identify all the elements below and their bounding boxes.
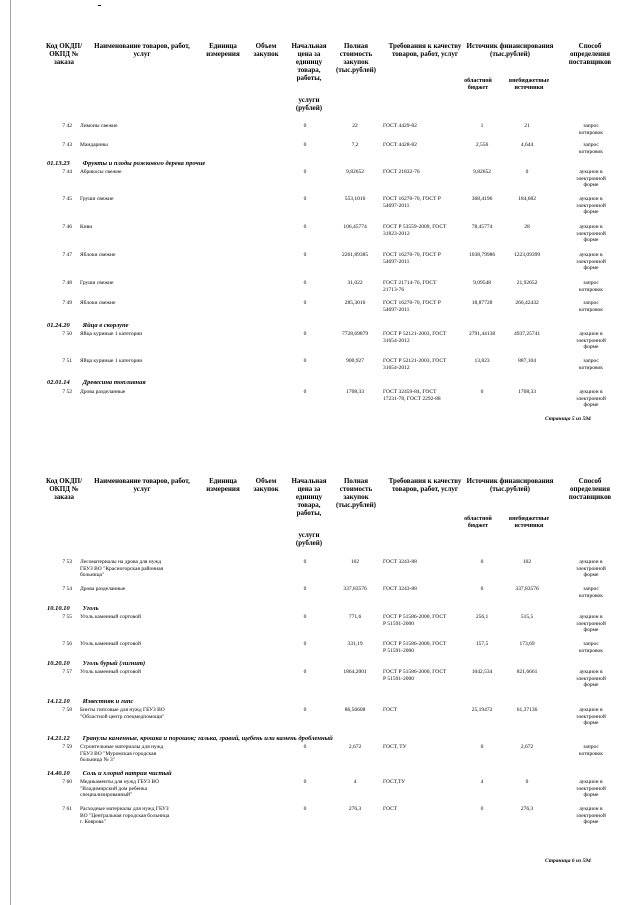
header-name: Наименование товаров, работ, услуг (94, 42, 190, 58)
row-code: 7 59 (62, 744, 72, 750)
row-code: 7 52 (62, 389, 72, 395)
group-code: 14.21.12 (47, 735, 70, 742)
group-title: Гранулы каменные, крошка и порошок; галька, гравий, щебень или камень дробленный (82, 735, 333, 742)
row-code: 7 55 (62, 614, 72, 620)
row-price: 0 (303, 300, 307, 306)
row-code: 7 61 (62, 806, 72, 812)
row-method: запрос котировок (579, 142, 603, 155)
row-regional: 0 (480, 806, 484, 812)
row-code: 7 50 (62, 331, 72, 337)
scan-edge-line (10, 0, 11, 905)
group-title: Соль и хлорид натрия чистый (82, 770, 172, 777)
row-requirements: ГОСТ 16270-70, ГОСТ Р 54697-2011 (383, 196, 441, 209)
row-total: 285,3016 (344, 300, 366, 306)
row-name: Яблоки свежие (80, 252, 116, 258)
row-method: аукцион в электронной форме (576, 779, 606, 798)
group-title: Древесина топливная (82, 379, 146, 386)
row-requirements: ГОСТ (383, 806, 398, 812)
row-total: 2261,89385 (341, 252, 369, 258)
header-requirements: Требования к качеству товаров, работ, услуг (388, 477, 462, 493)
row-extrabudget: 184,682 (518, 196, 536, 202)
row-price: 0 (303, 389, 307, 395)
row-price: 0 (303, 280, 307, 286)
group-title: Уголь бурый (лигнит) (82, 660, 146, 667)
row-regional: 9,82652 (473, 169, 491, 175)
row-extrabudget: 28 (524, 224, 530, 230)
document-page-6 (0, 452, 640, 905)
row-code: 7 49 (62, 300, 72, 306)
row-name: Дрова разделанные (80, 586, 126, 592)
row-requirements: ГОСТ,ТУ (383, 779, 406, 785)
row-name: Яйца куриные 1 категории (80, 331, 143, 337)
row-total: 22 (352, 123, 358, 129)
row-extrabudget: 61,37136 (516, 707, 538, 713)
row-price: 0 (303, 806, 307, 812)
row-requirements: ГОСТ Р 51586-2000, ГОСТ Р 51591-2000 (383, 669, 447, 682)
row-extrabudget: 173,69 (519, 641, 535, 647)
group-code: 01.13.23 (47, 160, 70, 167)
row-total: 1864,2001 (343, 669, 367, 675)
header-volume: Объем закупок (253, 477, 279, 493)
header-unit: Единица измерения (206, 477, 240, 493)
row-code: 7 60 (62, 779, 72, 785)
row-price: 0 (303, 559, 307, 565)
row-extrabudget: 102 (522, 559, 532, 565)
header-total: Полная стоимость закупок (тыс.рублей) (335, 42, 377, 74)
row-method: запрос котировок (579, 123, 603, 136)
header-source: Источник финансирования (тыс.рублей) (466, 42, 554, 58)
row-regional: 0 (480, 744, 484, 750)
row-requirements: ГОСТ 16270-70, ГОСТ Р 54697-2011 (383, 252, 441, 265)
row-method: аукцион в электронной форме (576, 806, 606, 825)
row-regional: 157,5 (475, 641, 489, 647)
row-extrabudget: 821,6661 (516, 669, 538, 675)
row-extrabudget: 0 (525, 779, 529, 785)
row-requirements: ГОСТ 21832-76 (383, 169, 420, 175)
row-total: 2,672 (348, 744, 362, 750)
group-heading (47, 735, 333, 742)
row-method: аукцион в электронной форме (576, 707, 606, 726)
row-code: 7 56 (62, 641, 72, 647)
row-name: Бинты гипсовые для нужд ГБУЗ ВО "Областной центр спецмедпомощи" (80, 707, 165, 720)
row-price: 0 (303, 744, 307, 750)
row-name: Дрова разделанные (80, 389, 126, 395)
row-name: Яйца куриные 1 категории (80, 358, 143, 364)
row-code: 7 53 (62, 559, 72, 565)
row-price: 0 (303, 358, 307, 364)
row-method: аукцион в электронной форме (576, 224, 606, 243)
page-number: Страница 6 из 594 (545, 858, 591, 864)
row-regional: 9,09548 (473, 280, 491, 286)
row-extrabudget: 276,3 (520, 806, 534, 812)
row-price: 0 (303, 224, 307, 230)
row-name: Медикаменты для нужд ГБУЗ ВО "Владимирский дом ребенка специализированный" (80, 779, 160, 798)
row-name: Киви (80, 224, 93, 230)
row-regional: 4 (480, 779, 484, 785)
header-price-services: услуги (рублей) (295, 96, 323, 112)
row-price: 0 (303, 614, 307, 620)
row-extrabudget: 21,92652 (516, 280, 538, 286)
row-total: 4 (353, 779, 357, 785)
row-extrabudget: 21 (524, 123, 530, 129)
row-name: Лесоматериалы на дрова для нужд ГБУЗ ВО "Красногорская районная больница" (80, 559, 164, 578)
row-method: аукцион в электронной форме (576, 559, 606, 578)
header-volume: Объем закупок (253, 42, 279, 58)
row-method: запрос котировок (579, 300, 603, 313)
row-extrabudget: 4,644 (520, 142, 534, 148)
row-price: 0 (303, 196, 307, 202)
row-code: 7 58 (62, 707, 72, 713)
row-name: Уголь каменный сортовой (80, 641, 141, 647)
row-regional: 0 (480, 559, 484, 565)
row-extrabudget: 4937,25741 (513, 331, 541, 337)
header-price: Начальная цена за единицу товара, работы, (291, 477, 327, 517)
row-total: 106,45774 (343, 224, 367, 230)
group-heading (47, 379, 146, 386)
row-extrabudget: 0 (525, 169, 529, 175)
group-code: 10.20.10 (47, 660, 70, 667)
group-heading (47, 770, 172, 777)
row-price: 0 (303, 707, 307, 713)
row-extrabudget: 1708,33 (518, 389, 536, 395)
row-method: аукцион в электронной форме (576, 389, 606, 408)
row-requirements: ГОСТ 21714-76, ГОСТ 21713-76 (383, 280, 437, 293)
row-method: аукцион в электронной форме (576, 331, 606, 350)
group-code: 14.40.10 (47, 770, 70, 777)
group-heading (47, 322, 129, 329)
row-extrabudget: 515,5 (520, 614, 534, 620)
row-method: аукцион в электронной форме (576, 252, 606, 271)
row-code: 7 46 (62, 224, 72, 230)
row-code: 7 42 (62, 123, 72, 129)
row-regional: 13,823 (474, 358, 490, 364)
row-requirements: ГОСТ Р 53559-2009, ГОСТ 31823-2012 (383, 224, 447, 237)
row-method: запрос котировок (579, 641, 603, 654)
row-requirements: ГОСТ 3243-88 (383, 559, 417, 565)
row-extrabudget: 2,672 (520, 744, 534, 750)
row-requirements: ГОСТ Р 52121-2003, ГОСТ 31654-2012 (383, 358, 447, 371)
row-name: Уголь каменный сортовой (80, 614, 141, 620)
row-method: аукцион в электронной форме (576, 169, 606, 188)
row-requirements: ГОСТ 32459-84, ГОСТ 17231-78, ГОСТ 2292-88 (383, 389, 441, 402)
row-price: 0 (303, 669, 307, 675)
row-regional: 2791,44138 (468, 331, 496, 337)
group-title: Яйца в скорлупе (82, 322, 129, 329)
row-requirements: ГОСТ Р 52121-2003, ГОСТ 31654-2012 (383, 331, 447, 344)
group-title: Фрукты и плоды рожкового дерева прочие (82, 160, 206, 167)
row-code: 7 48 (62, 280, 72, 286)
row-total: 337,83576 (343, 586, 367, 592)
row-requirements: ГОСТ, ТУ (383, 744, 407, 750)
header-method: Способ определения поставщиков (568, 42, 612, 66)
group-code: 01.24.20 (47, 322, 70, 329)
header-source-regional: областной бюджет (464, 78, 492, 91)
row-name: Уголь каменный сортовой (80, 669, 141, 675)
row-requirements: ГОСТ (383, 707, 398, 713)
document-page-5 (0, 0, 640, 452)
header-method: Способ определения поставщиков (568, 477, 612, 501)
group-heading (47, 160, 205, 167)
row-method: запрос котировок (579, 280, 603, 293)
row-regional: 1 (480, 123, 484, 129)
row-price: 0 (303, 252, 307, 258)
row-price: 0 (303, 123, 307, 129)
header-requirements: Требования к качеству товаров, работ, услуг (388, 42, 462, 58)
row-method: запрос котировок (579, 586, 603, 599)
row-total: 331,19 (347, 641, 363, 647)
row-extrabudget: 887,104 (518, 358, 536, 364)
row-total: 86,56608 (344, 707, 366, 713)
header-source: Источник финансирования (тыс.рублей) (466, 477, 554, 493)
row-requirements: ГОСТ 4429-82 (383, 123, 417, 129)
row-requirements: ГОСТ 16270-70, ГОСТ Р 54697-2011 (383, 300, 441, 313)
row-total: 7,2 (351, 142, 359, 148)
header-price-services: услуги (рублей) (295, 531, 323, 547)
row-method: запрос котировок (579, 358, 603, 371)
header-name: Наименование товаров, работ, услуг (94, 477, 190, 493)
row-total: 7728,69879 (341, 331, 369, 337)
row-price: 0 (303, 331, 307, 337)
row-price: 0 (303, 641, 307, 647)
row-name: Лимоны свежие (80, 123, 118, 129)
row-regional: 1042,534 (471, 669, 493, 675)
row-code: 7 57 (62, 669, 72, 675)
row-total: 31,022 (347, 280, 363, 286)
row-name: Расходные материалы для нужд ГБУЗ ВО "Центральная городская больница г. Коврова" (80, 806, 170, 825)
header-source-extrabudget: внебюджетные источники (508, 78, 550, 91)
row-name: Строительные материалы для нужд ГБУЗ ВО "Муромская городская больница № 3" (80, 744, 164, 763)
header-code: Код ОКДП/ ОКПД № заказа (45, 477, 83, 501)
header-source-regional: областной бюджет (464, 516, 492, 529)
scan-speck (98, 5, 101, 6)
row-code: 7 47 (62, 252, 72, 258)
row-total: 1708,33 (346, 389, 364, 395)
row-extrabudget: 1223,09399 (513, 252, 541, 258)
row-name: Яблоки свежие (80, 300, 116, 306)
row-total: 102 (350, 559, 360, 565)
row-requirements: ГОСТ 3243-88 (383, 586, 417, 592)
row-code: 7 43 (62, 142, 72, 148)
row-method: аукцион в электронной форме (576, 614, 606, 633)
row-regional: 78,45774 (471, 224, 493, 230)
row-regional: 18,87728 (471, 300, 493, 306)
header-price: Начальная цена за единицу товара, работы, (291, 42, 327, 82)
row-regional: 368,4196 (471, 196, 493, 202)
row-name: Мандарины (80, 142, 108, 148)
row-name: Абрикосы свежие (80, 169, 122, 175)
row-total: 771,6 (348, 614, 362, 620)
row-code: 7 45 (62, 196, 72, 202)
row-regional: 25,19472 (471, 707, 493, 713)
row-method: запрос котировок (579, 744, 603, 757)
row-name: Груши свежие (80, 280, 114, 286)
row-regional: 0 (480, 586, 484, 592)
group-code: 02.01.14 (47, 379, 70, 386)
group-heading (47, 605, 99, 612)
row-price: 0 (303, 586, 307, 592)
row-extrabudget: 337,83576 (515, 586, 539, 592)
header-source-extrabudget: внебюджетные источники (508, 516, 550, 529)
row-extrabudget: 266,42432 (515, 300, 539, 306)
group-title: Известняк и гипс (82, 698, 134, 705)
row-name: Груши свежие (80, 196, 114, 202)
row-regional: 0 (480, 389, 484, 395)
row-regional: 1038,79986 (468, 252, 496, 258)
header-code: Код ОКДП/ ОКПД № заказа (45, 42, 83, 66)
row-requirements: ГОСТ Р 51586-2000, ГОСТ Р 51591-2000 (383, 641, 447, 654)
row-total: 900,927 (346, 358, 364, 364)
row-method: аукцион в электронной форме (576, 196, 606, 215)
row-code: 7 54 (62, 586, 72, 592)
row-requirements: ГОСТ Р 51586-2000, ГОСТ Р 51591-2000 (383, 614, 447, 627)
row-code: 7 51 (62, 358, 72, 364)
group-code: 14.12.10 (47, 698, 70, 705)
header-unit: Единица измерения (206, 42, 240, 58)
row-price: 0 (303, 779, 307, 785)
row-price: 0 (303, 169, 307, 175)
row-total: 553,1016 (344, 196, 366, 202)
row-requirements: ГОСТ 4428-82 (383, 142, 417, 148)
row-code: 7 44 (62, 169, 72, 175)
header-total: Полная стоимость закупок (тыс.рублей) (335, 477, 377, 509)
row-regional: 2,556 (475, 142, 489, 148)
row-price: 0 (303, 142, 307, 148)
row-method: аукцион в электронной форме (576, 669, 606, 688)
group-title: Уголь (82, 605, 99, 612)
row-total: 276,3 (348, 806, 362, 812)
group-heading (47, 660, 145, 667)
row-total: 9,82652 (346, 169, 364, 175)
row-regional: 256,1 (475, 614, 489, 620)
group-heading (47, 698, 133, 705)
page-number: Страница 5 из 594 (545, 416, 591, 422)
group-code: 10.10.10 (47, 605, 70, 612)
